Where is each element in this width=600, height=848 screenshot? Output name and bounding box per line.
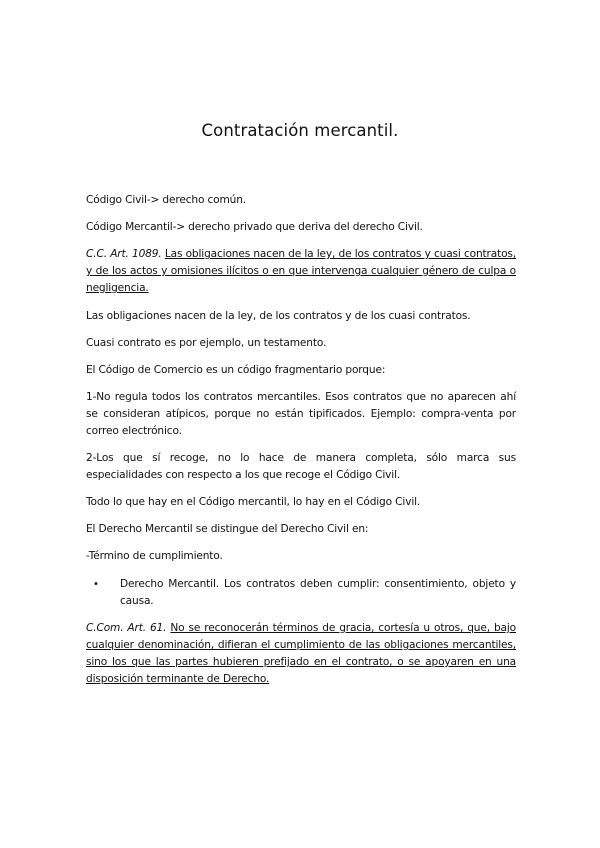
paragraph-ccom-art-61 xyxy=(86,620,516,688)
article-reference: C.C. Art. 1089. xyxy=(86,248,162,260)
bullet-text: Derecho Mercantil. Los contratos deben cumplir: consentimiento, objeto y causa. xyxy=(120,578,516,607)
paragraph-cc-art-1089 xyxy=(86,246,516,297)
paragraph-codigo-mercantil: Código Mercantil-> derecho privado que deriva del derecho Civil. xyxy=(86,221,423,233)
paragraph-codigo-civil: Código Civil-> derecho común. xyxy=(86,194,247,206)
paragraph-cuasi-contrato: Cuasi contrato es por ejemplo, un testamento. xyxy=(86,337,327,349)
article-reference: C.Com. Art. 61. xyxy=(86,622,167,634)
bullet-item-derecho-mercantil xyxy=(93,576,516,610)
paragraph-termino: -Término de cumplimiento. xyxy=(86,550,223,562)
paragraph-point-2: 2-Los que sí recoge, no lo hace de manera completa, sólo marca sus especialidades con respecto a los que recoge el Código Civil. xyxy=(86,452,516,481)
paragraph-todo-lo-que-hay: Todo lo que hay en el Código mercantil, lo hay en el Código Civil. xyxy=(86,496,421,508)
bullet-icon: • xyxy=(93,579,99,590)
paragraph-obligaciones: Las obligaciones nacen de la ley, de los contratos y de los cuasi contratos. xyxy=(86,310,471,322)
article-text: Las obligaciones nacen de la ley, de los contratos y cuasi contratos, y de los actos y omisiones ilícitos o en que intervenga cualquier género de culpa o negligencia. xyxy=(86,248,517,294)
paragraph-codigo-comercio: El Código de Comercio es un código fragmentario porque: xyxy=(86,364,386,376)
article-text: No se reconocerán términos de gracia, cortesía u otros, que, bajo cualquier denominación, difieran el cumplimiento de las obligaciones mercantiles, sino los que las partes hubieren prefijado en el contrato, o se apoyaren en una disposición terminante de Derecho. xyxy=(86,622,516,685)
paragraph-point-1: 1-No regula todos los contratos mercantiles. Esos contratos que no aparecen ahí se consideran atípicos, porque no están tipificados. Ejemplo: compra-venta por correo electrónico. xyxy=(86,391,516,437)
paragraph-se-distingue: El Derecho Mercantil se distingue del Derecho Civil en: xyxy=(86,523,369,535)
document-title: Contratación mercantil. xyxy=(201,121,399,140)
